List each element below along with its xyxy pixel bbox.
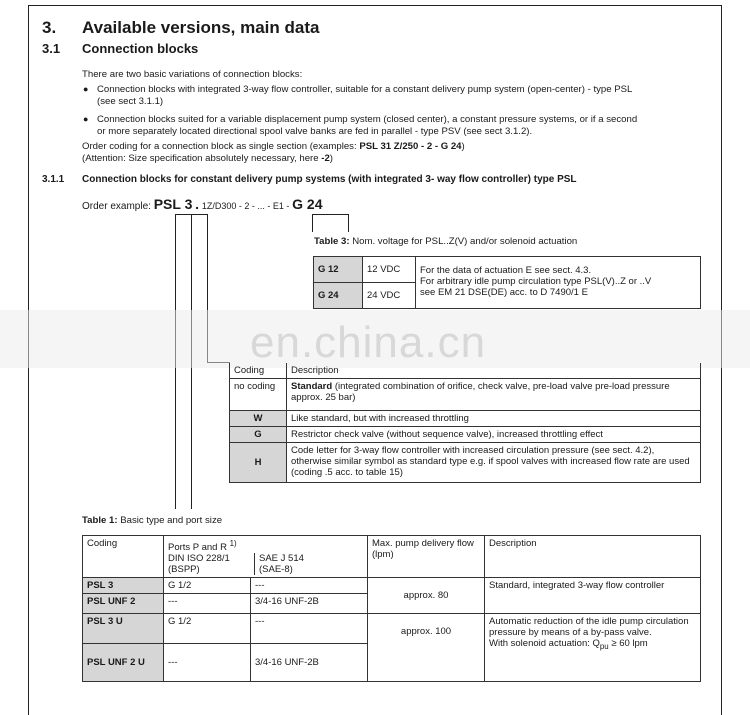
table3 [313,256,701,309]
t1-desc-b2-sub: pu [599,642,609,652]
t1-head-ports-label [168,538,363,553]
t1-sae: --- [251,578,368,594]
t1-head-ports [164,536,368,578]
bullet-icon: ● [83,84,89,94]
t1-head-coding: Coding [83,536,164,578]
table1 [82,535,701,682]
t1-head-sae-col [259,553,304,575]
t1-flow-b: approx. 100 [368,614,485,682]
bullet-2 [97,114,707,137]
subsub-number: 3.1.1 [42,174,65,185]
subsection-title: Connection blocks [82,41,199,56]
coding-code: H [230,443,287,483]
t1-din: --- [164,594,251,614]
t1-head-bspp: (BSPP) [168,564,200,576]
t1-head-sae: SAE J 514 [259,553,304,565]
table3-desc1: For the data of actuation E see sect. 4.3. [420,265,592,276]
coding-desc-text: (integrated combination of orifice, check valve, pre-load valve pre-load pressure approx. 25 bar) [291,381,670,403]
coding-code: G [230,427,287,443]
coding-code: W [230,411,287,427]
intro-text: There are two basic variations of connection blocks: [82,69,303,80]
t1-sae: --- [251,614,368,644]
attention-line [82,153,333,165]
t1-din: G 1/2 [164,614,251,644]
t1-head-din-col [168,553,255,575]
coding-desc: Code letter for 3-way flow controller with increased circulation pressure (see sect. 4.2), otherwise similar symbol as standard type e.g. if spool valves with increased flow rate are used (coding .5 acc. to table 15) [287,443,701,483]
table3-volt: 12 VDC [363,257,416,283]
t1-din: --- [164,644,251,682]
table3-code: G 12 [314,257,363,283]
t1-head-ports-text: Ports P and R [168,542,227,554]
t1-head-flow: Max. pump delivery flow (lpm) [368,536,485,578]
attention-close: ) [329,153,333,164]
order-coding-text: Order coding for a connection block as single section (examples: [82,141,357,152]
t1-desc-b1: Automatic reduction of the idle pump circulation pressure by means of a by-pass valve. [489,616,689,639]
coding-table [229,363,701,483]
t1-head-sae8: (SAE-8) [259,564,293,576]
watermark: en.china.cn [250,318,487,367]
table3-desc2: For arbitrary idle pump circulation type PSL(V)..Z or ..V [420,276,652,287]
table3-caption [314,236,577,247]
t1-din: G 1/2 [164,578,251,594]
order-example [82,196,322,212]
table1-caption-label: Table 1: [82,515,118,526]
bullet-2-line2: or more separately located directional spool valve banks are fed in parallel - type PSV (see sect 3.1.2). [97,125,533,137]
section-number: 3. [42,18,57,37]
connector-line [348,214,349,232]
table3-desc3: see EM 21 DSE(DE) acc. to D 7490/1 E [420,287,588,298]
table3-code: G 24 [314,283,363,309]
table3-caption-label: Table 3: [314,236,350,247]
t1-head-din: DIN ISO 228/1 [168,553,230,565]
table3-desc [416,257,701,309]
bullet-1-line2: (see sect 3.1.1) [97,95,164,107]
attention-text: (Attention: Size specification absolutely necessary, here [82,153,319,164]
coding-head-coding: Coding [230,363,287,379]
table3-caption-text: Nom. voltage for PSL..Z(V) and/or solenoid actuation [352,236,578,247]
table1-caption-text: Basic type and port size [120,515,223,526]
order-dot: . [195,196,200,212]
t1-flow-a: approx. 80 [368,578,485,614]
coding-desc-bold: Standard [291,381,333,392]
order-coding-example: PSL 31 Z/250 - 2 - G 24 [359,141,462,152]
t1-code: PSL UNF 2 U [83,644,164,682]
order-mid: 1Z/D300 - 2 - ... - E1 - [201,201,290,211]
order-coding-line [82,141,465,153]
t1-code: PSL UNF 2 [83,594,164,614]
coding-code: no coding [230,379,287,411]
t1-head-ports-sup: 1) [229,539,237,548]
section-title: Available versions, main data [82,18,320,37]
t1-code: PSL 3 U [83,614,164,644]
t1-sae: 3/4-16 UNF-2B [251,644,368,682]
bullet-1-line1: Connection blocks with integrated 3-way flow controller, suitable for a constant delivery pump system (open-center) - type PSL [97,84,633,95]
t1-desc-b [485,614,701,682]
t1-sae: 3/4-16 UNF-2B [251,594,368,614]
coding-desc: Restrictor check valve (without sequence valve), increased throttling effect [287,427,701,443]
t1-head-port-std [168,553,363,575]
t1-head-desc: Description [485,536,701,578]
connector-line [312,214,313,232]
bullet-2-line1: Connection blocks suited for a variable displacement pump system (closed center), a constant pressure systems, or if a second [97,114,638,125]
attention-value: -2 [321,153,330,164]
t1-desc-a: Standard, integrated 3-way flow controller [485,578,701,614]
order-example-label: Order example: [82,201,151,212]
coding-desc: Like standard, but with increased throttling [287,411,701,427]
subsection-number: 3.1 [42,41,61,56]
table3-volt: 24 VDC [363,283,416,309]
t1-desc-b2-text: With solenoid actuation: Q [489,638,600,650]
bullet-icon: ● [83,114,89,124]
order-coding-close: ) [461,141,465,152]
subsub-title: Connection blocks for constant delivery pump systems (with integrated 3- way flow controller) type PSL [82,174,577,185]
t1-desc-b2 [489,638,696,652]
table1-caption [82,515,222,526]
order-psl3: PSL 3 [153,196,193,212]
bullet-1 [97,84,707,107]
coding-desc [287,379,701,411]
t1-desc-b2-end: ≥ 60 lpm [611,638,648,650]
t1-code: PSL 3 [83,578,164,594]
coding-head-desc: Description [287,363,701,379]
order-g24: G 24 [292,196,323,212]
connector-line [312,214,348,215]
